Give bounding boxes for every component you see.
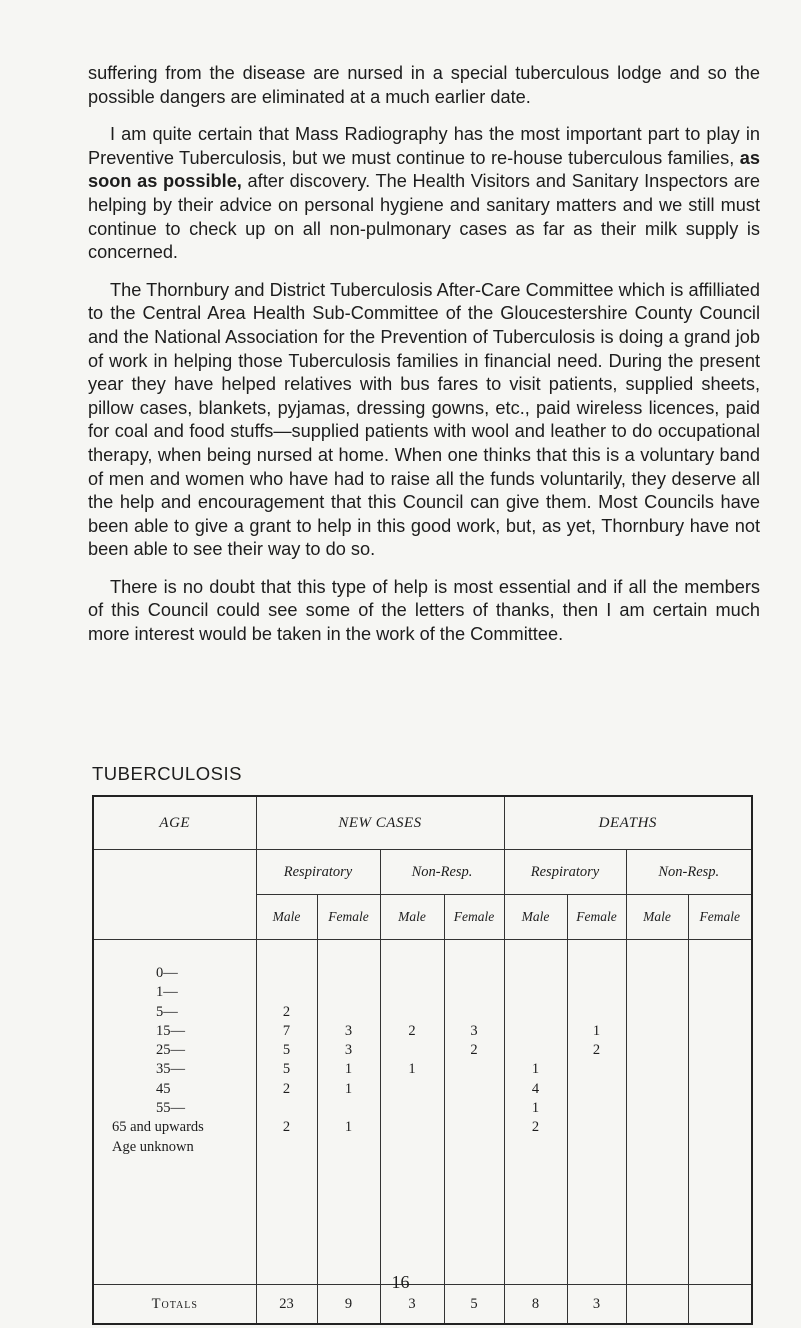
table-cell (381, 1138, 444, 1157)
table-cell (505, 1041, 567, 1060)
table-cell (445, 1060, 504, 1079)
table-cell: 2 (282, 1003, 291, 1020)
data-column (256, 940, 317, 1285)
totals-label: Totals (93, 1285, 256, 1325)
table-cell (689, 1060, 752, 1079)
table-cell (505, 1022, 567, 1041)
table-body-row (93, 940, 752, 1285)
table-cell (689, 1041, 752, 1060)
header-male: Male (256, 895, 317, 940)
header-male: Male (380, 895, 444, 940)
table-cell: 4 (531, 1080, 540, 1097)
table-cell (627, 983, 688, 1002)
table-cell: 1 (408, 1061, 416, 1078)
table-cell (445, 964, 504, 983)
table-cell: 3 (344, 1042, 353, 1059)
data-column (567, 940, 626, 1285)
age-group-label: 25— (156, 1042, 185, 1059)
table-cell: 3 (344, 1022, 353, 1039)
table-cell (381, 1041, 444, 1060)
table-cell (505, 1003, 567, 1022)
table-cell: 1 (531, 1061, 540, 1078)
table-cell (505, 1138, 567, 1157)
section-heading: TUBERCULOSIS (92, 763, 242, 784)
age-group-label: 65 and upwards (112, 1119, 204, 1136)
table-cell (445, 1118, 504, 1137)
table-cell (318, 1099, 380, 1118)
data-column (317, 940, 380, 1285)
table-cell: 5 (282, 1061, 291, 1078)
table-cell (445, 1080, 504, 1099)
table-cell (381, 1118, 444, 1137)
table-cell (381, 983, 444, 1002)
total-cell: 9 (317, 1285, 380, 1325)
total-cell: 3 (380, 1285, 444, 1325)
age-group-label: 5— (156, 1003, 178, 1020)
header-age-blank (93, 850, 256, 940)
table-cell (568, 1099, 626, 1118)
table-cell (627, 1003, 688, 1022)
table-cell (318, 1003, 380, 1022)
header-new-cases: NEW CASES (256, 796, 504, 850)
table-cell (257, 983, 317, 1002)
header-deaths-nonresp: Non-Resp. (626, 850, 752, 895)
table-cell: 1 (344, 1119, 353, 1136)
table-cell (627, 1118, 688, 1137)
page-number: 16 (391, 1272, 410, 1292)
table-cell (689, 1022, 752, 1041)
data-column (380, 940, 444, 1285)
table-cell (381, 1080, 444, 1099)
header-female: Female (317, 895, 380, 940)
age-group-label: 45 (156, 1080, 171, 1097)
table-cell (505, 983, 567, 1002)
header-deaths: DEATHS (504, 796, 752, 850)
table-cell (257, 1099, 317, 1118)
table-cell (568, 1118, 626, 1137)
header-male: Male (626, 895, 688, 940)
total-cell: 3 (567, 1285, 626, 1325)
table-cell (627, 964, 688, 983)
table-cell (445, 983, 504, 1002)
table-cell (627, 1041, 688, 1060)
paragraph-1: suffering from the disease are nursed in a special tuberculous lodge and so the possible dangers are eliminated at a much earlier date. (88, 63, 760, 107)
table-cell: 1 (592, 1022, 601, 1039)
age-groups-column (93, 940, 256, 1285)
table-cell (627, 1022, 688, 1041)
tuberculosis-table (92, 795, 753, 1325)
table-cell (381, 964, 444, 983)
table-cell (445, 1003, 504, 1022)
table-cell (627, 1138, 688, 1157)
paragraph-2-text: I am quite certain that Mass Radiography has the most important part to play in Preventive Tuberculosis, but we must continue to re-house tuberculous families, as soon as possible, after discovery. The Health Visitors and Sanitary Inspectors are helping by their advice on personal hygiene and sanitary matters and we still must continue to check up on all non-pulmonary cases as far as their milk supply is concerned. (88, 124, 760, 263)
table-cell (445, 1138, 504, 1157)
data-column (504, 940, 567, 1285)
table-cell (627, 1060, 688, 1079)
age-group-label: 15— (156, 1022, 185, 1039)
age-group-label: Age unknown (112, 1138, 194, 1155)
age-group-label: 35— (156, 1061, 185, 1078)
table-cell (568, 1138, 626, 1157)
table-cell (257, 964, 317, 983)
table-cell (689, 1080, 752, 1099)
data-column (688, 940, 752, 1285)
table-cell: 1 (531, 1100, 540, 1117)
data-column (444, 940, 504, 1285)
header-deaths-resp: Respiratory (504, 850, 626, 895)
table-cell (381, 1003, 444, 1022)
table-cell (689, 1003, 752, 1022)
table-cell (627, 1080, 688, 1099)
header-new-nonresp: Non-Resp. (380, 850, 504, 895)
total-cell: 8 (504, 1285, 567, 1325)
table-cell (568, 1003, 626, 1022)
table-cell: 7 (282, 1022, 291, 1039)
table-cell: 2 (531, 1119, 540, 1136)
table-cell (568, 1060, 626, 1079)
table-cell (689, 1099, 752, 1118)
age-group-label: 0— (156, 965, 178, 981)
table-cell: 2 (282, 1119, 291, 1136)
header-male: Male (504, 895, 567, 940)
table-cell (689, 983, 752, 1002)
table-cell (689, 1138, 752, 1157)
age-group-label: 55— (156, 1100, 185, 1117)
header-female: Female (567, 895, 626, 940)
table-cell (568, 983, 626, 1002)
header-female: Female (688, 895, 752, 940)
header-new-resp: Respiratory (256, 850, 380, 895)
total-cell: 5 (444, 1285, 504, 1325)
table-cell: 1 (344, 1080, 353, 1097)
table-cell (318, 983, 380, 1002)
table-cell (381, 1099, 444, 1118)
table-cell (505, 964, 567, 983)
age-group-label: 1— (156, 984, 178, 1001)
header-female: Female (444, 895, 504, 940)
paragraph-2 (88, 123, 760, 265)
table-cell (689, 964, 752, 983)
table-cell: 2 (282, 1080, 291, 1097)
table-cell: 2 (408, 1022, 416, 1039)
table-cell: 2 (470, 1042, 478, 1059)
paragraph-3: The Thornbury and District Tuberculosis After-Care Committee which is affilliated to the Central Area Health Sub-Committee of the Gloucestershire County Council and the National Association for the Prevention of Tuberculosis is doing a grand job of work in helping those Tuberculosis families in financial need. During the present year they have helped relatives with bus fares to visit patients, supplied sheets, pillow cases, blankets, pyjamas, dressing gowns, etc., paid wireless licences, paid for coal and food stuffs—supplied patients with wool and leather to do occupational therapy, when being nursed at home. When one thinks that this is a voluntary band of men and women who have had to raise all the funds voluntarily, they deserve all the help and encouragement that this Council can give them. Most Councils have been able to give a grant to help in this good work, but, as yet, Thornbury have not been able to see their way to do so. (88, 279, 760, 560)
table-cell (627, 1099, 688, 1118)
table-cell (445, 1099, 504, 1118)
table-cell (568, 964, 626, 983)
header-age: AGE (93, 796, 256, 850)
table-cell: 1 (344, 1061, 353, 1078)
table-cell (568, 1080, 626, 1099)
table-cell: 5 (282, 1042, 291, 1059)
table-cell: 3 (470, 1022, 478, 1039)
total-cell: 23 (256, 1285, 317, 1325)
paragraph-4: There is no doubt that this type of help is most essential and if all the members of this Council could see some of the letters of thanks, then I am certain much more interest would be taken in the work of the Committee. (88, 576, 760, 645)
table-cell (318, 1138, 380, 1157)
table-cell: 2 (592, 1042, 601, 1059)
emphasis-text: as soon as possible, (88, 147, 760, 192)
data-column (626, 940, 688, 1285)
body-text (88, 62, 760, 661)
table-cell (318, 964, 380, 983)
table-cell (689, 1118, 752, 1137)
table-cell (257, 1138, 317, 1157)
